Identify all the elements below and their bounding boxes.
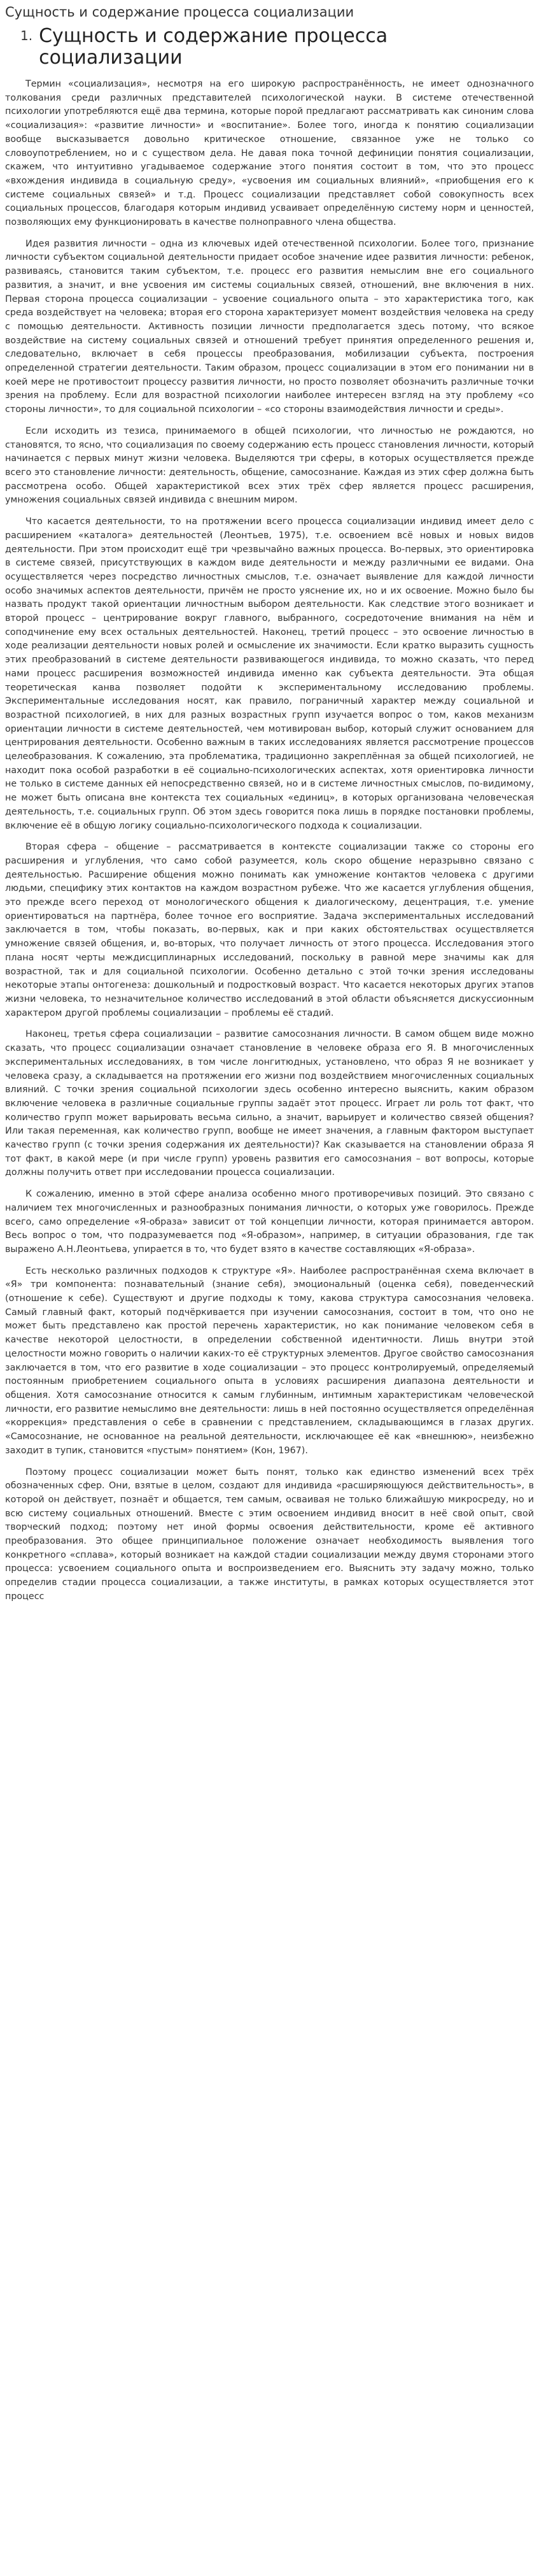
paragraph-7: К сожалению, именно в этой сфере анализа особенно много противоречивых позиций. Это связано с наличием тех многочисленных и разнообразных понимания личности, о которых уже говорилось. Прежде всего, само определение «Я-образа» зависит от той концепции личности, которая принимается автором. Весь вопрос о том, что подразумевается под «Я-образом», например, в ситуации образования, где так выражено А.Н.Леонтьева, упирается в то, что будет взято в качестве составляющих «Я-образа». [5, 1189, 534, 1255]
paragraph-5: Вторая сфера – общение – рассматривается в контексте социализации также со стороны его расширения и углубления, что само собой разумеется, коль скоро общение неразрывно связано с деятельностью. Расширение общения можно понимать как умножение контактов человека с другими людьми, специфику этих контактов на каждом возрастном рубеже. Что же касается углубления общения, это прежде всего переход от монологического общения к диалогическому, децентрация, т.е. умение ориентироваться на партнёра, более точное его восприятие. Задача экспериментальных исследований заключается в том, чтобы показать, во-первых, как и при каких обстоятельствах осуществляется умножение связей общения, и, во-вторых, что получает личность от этого процесса. Исследования этого плана носят черты междисциплинарных исследований, поскольку в равной мере значимы как для возрастной, так и для социальной психологии. Особенно детально с этой точки зрения исследованы некоторые этапы онтогенеза: дошкольный и подростковый возраст. Что касается некоторых других этапов жизни человека, то незначительное количество исследований в этой области объясняется дискуссионным характером другой проблемы социализации – проблемы её стадий. [5, 842, 534, 1018]
paragraph-3: Если исходить из тезиса, принимаемого в общей психологии, что личностью не рождаются, но становятся, то ясно, что социализация по своему содержанию есть процесс становления личности, который начинается с первых минут жизни человека. Выделяются три сферы, в которых осуществляется прежде всего это становление личности: деятельность, общение, самосознание. Каждая из этих сфер должна быть рассмотрена особо. Общей характеристикой всех этих трёх сфер является процесс расширения, умножения социальных связей индивида с внешним миром. [5, 425, 534, 506]
paragraph-4: Что касается деятельности, то на протяжении всего процесса социализации индивид имеет дело с расширением «каталога» деятельностей (Леонтьев, 1975), т.е. освоением всё новых и новых видов деятельности. При этом происходит ещё три чрезвычайно важных процесса. Во-первых, это ориентировка в системе связей, присутствующих в каждом виде деятельности и между различными ее видами. Она осуществляется через посредство личностных смыслов, т.е. означает выявление для каждой личности особо значимых аспектов деятельности, причём не просто уяснение их, но и их освоение. Можно было бы назвать продукт такой ориентации личностным выбором деятельности. Как следствие этого возникает и второй процесс – центрирование вокруг главного, выбранного, сосредоточение внимания на нём и соподчинение ему всех остальных деятельностей. Наконец, третий процесс – это освоение личностью в ходе реализации деятельности новых ролей и осмысление их значимости. Если кратко выразить сущность этих преобразований в системе деятельности развивающегося индивида, то можно сказать, что перед нами процесс расширения возможностей индивида именно как субъекта деятельности. Эта общая теоретическая канва позволяет подойти к экспериментальному исследованию проблемы. Экспериментальные исследования носят, как правило, пограничный характер между социальной и возрастной психологией, в них для разных возрастных групп изучается вопрос о том, каков механизм ориентации личности в системе деятельностей, чем мотивирован выбор, который служит основанием для центрирования деятельности. Особенно важным в таких исследованиях является рассмотрение процессов целеобразования. К сожалению, эта проблематика, традиционно закреплённая за общей психологией, не находит пока особой разработки в её социально-психологических аспектах, хотя ориентировка личности не только в системе данных ей непосредственно связей, но и в системе личностных смыслов, по-видимому, не может быть описана вне контекста тех социальных «единиц», в которых организована человеческая деятельность, т.е. социальных групп. Об этом здесь говорится пока лишь в порядке постановки проблемы, включение её в общую логику социально-психологического подхода к социализации. [5, 516, 534, 831]
page-heading: Сущность и содержание процесса социализации [5, 4, 354, 20]
section-heading: Сущность и содержание процесса социализации [39, 25, 388, 69]
paragraph-2: Идея развития личности – одна из ключевых идей отечественной психологии. Более того, признание личности субъектом социальной деятельности придает особое значение идее развития личности: ребенок, развиваясь, становится таким субъектом, т.е. процесс его развития немыслим вне его социального развития, а значит, и вне усвоения им системы социальных связей, отношений, вне включения в них. Первая сторона процесса социализации – усвоение социального опыта – это характеристика того, как среда воздействует на человека; вторая его сторона характеризует момент воздействия человека на среду с помощью деятельности. Активность позиции личности предполагается здесь потому, что всякое воздействие на систему социальных связей и отношений требует принятия определенного решения и, следовательно, включает в себя процессы преобразования, мобилизации субъекта, построения определенной стратегии деятельности. Таким образом, процесс социализации в этом его понимании ни в коей мере не противостоит процессу развития личности, но просто позволяет обозначить различные точки зрения на проблему. Если для возрастной психологии наиболее интересен взгляд на эту проблему «со стороны личности», то для социальной психологии – «со стороны взаимодействия личности и среды». [5, 238, 534, 415]
section-number: 1. [20, 28, 33, 43]
section-title [20, 25, 534, 69]
paragraph-1: Термин «социализация», несмотря на его широкую распространённость, не имеет однозначного толкования среди различных представителей психологической науки. В системе отечественной психологии употребляются ещё два термина, которые порой предлагают рассматривать как синоним слова «социализация»: «развитие личности» и «воспитание». Более того, иногда к понятию социализации вообще высказывается довольно критическое отношение, связанное уже не только со словоупотреблением, но и с существом дела. Не давая пока точной дефиниции понятия социализации, скажем, что интуитивно угадываемое содержание этого понятия состоит в том, что это процесс «вхождения индивида в социальную среду», «усвоения им социальных влияний», «приобщения его к системе социальных связей» и т.д. Процесс социализации представляет собой совокупность всех социальных процессов, благодаря которым индивид усваивает определённую систему норм и ценностей, позволяющих ему функционировать в качестве полноправного члена общества. [5, 79, 534, 228]
paragraph-9: Поэтому процесс социализации может быть понят, только как единство изменений всех трёх обозначенных сфер. Они, взятые в целом, создают для индивида «расширяющуюся действительность», в которой он действует, познаёт и общается, тем самым, осваивая не только ближайшую микросреду, но и всю систему социальных отношений. Вместе с этим освоением индивид вносит в неё свой опыт, свой творческий подход; поэтому нет иной формы освоения действительности, кроме её активного преобразования. Это общее принципиальное положение означает необходимость выявления того конкретного «сплава», который возникает на каждой стадии социализации между двумя сторонами этого процесса: усвоением социального опыта и воспроизведением его. Выяснить эту задачу можно, только определив стадии процесса социализации, а также институты, в рамках которых осуществляется этот процесс [5, 1467, 534, 1602]
paragraph-6: Наконец, третья сфера социализации – развитие самосознания личности. В самом общем виде можно сказать, что процесс социализации означает становление в человеке образа его Я. В многочисленных экспериментальных исследованиях, в том числе лонгитюдных, установлено, что образ Я не возникает у человека сразу, а складывается на протяжении его жизни под воздействием многочисленных социальных влияний. С точки зрения социальной психологии здесь особенно интересно выяснить, каким образом включение человека в различные социальные группы задаёт этот процесс. Играет ли роль тот факт, что количество групп может варьировать весьма сильно, а значит, варьирует и количество связей общения? Или такая переменная, как количество групп, вообще не имеет значения, а главным фактором выступает качество групп (с точки зрения содержания их деятельности)? Как сказывается на становлении образа Я тот факт, в какой мере (и при числе групп) уровень развития его самосознания – вот вопросы, которые должны получить ответ при исследовании процесса социализации. [5, 1029, 534, 1178]
body-text [5, 78, 534, 1604]
paragraph-8: Есть несколько различных подходов к структуре «Я». Наиболее распространённая схема включает в «Я» три компонента: познавательный (знание себя), эмоциональный (оценка себя), поведенческий (отношение к себе). Существуют и другие подходы к тому, какова структура самосознания человека. Самый главный факт, который подчёркивается при изучении самосознания, состоит в том, что оно не может быть представлено как простой перечень характеристик, но как понимание человеком себя в качестве некоторой целостности, в определении собственной идентичности. Лишь внутри этой целостности можно говорить о наличии каких-то её структурных элементов. Другое свойство самосознания заключается в том, что его развитие в ходе социализации – это процесс контролируемый, определяемый постоянным приобретением социального опыта в условиях расширения диапазона деятельности и общения. Хотя самосознание относится к самым глубинным, интимным характеристикам человеческой личности, его развитие немыслимо вне деятельности: лишь в ней постоянно осуществляется определённая «коррекция» представления о себе в сравнении с представлением, складывающимся в глазах других. «Самосознание, не основанное на реальной деятельности, исключающее её как «внешнюю», неизбежно заходит в тупик, становится «пустым» понятием» (Кон, 1967). [5, 1265, 534, 1456]
